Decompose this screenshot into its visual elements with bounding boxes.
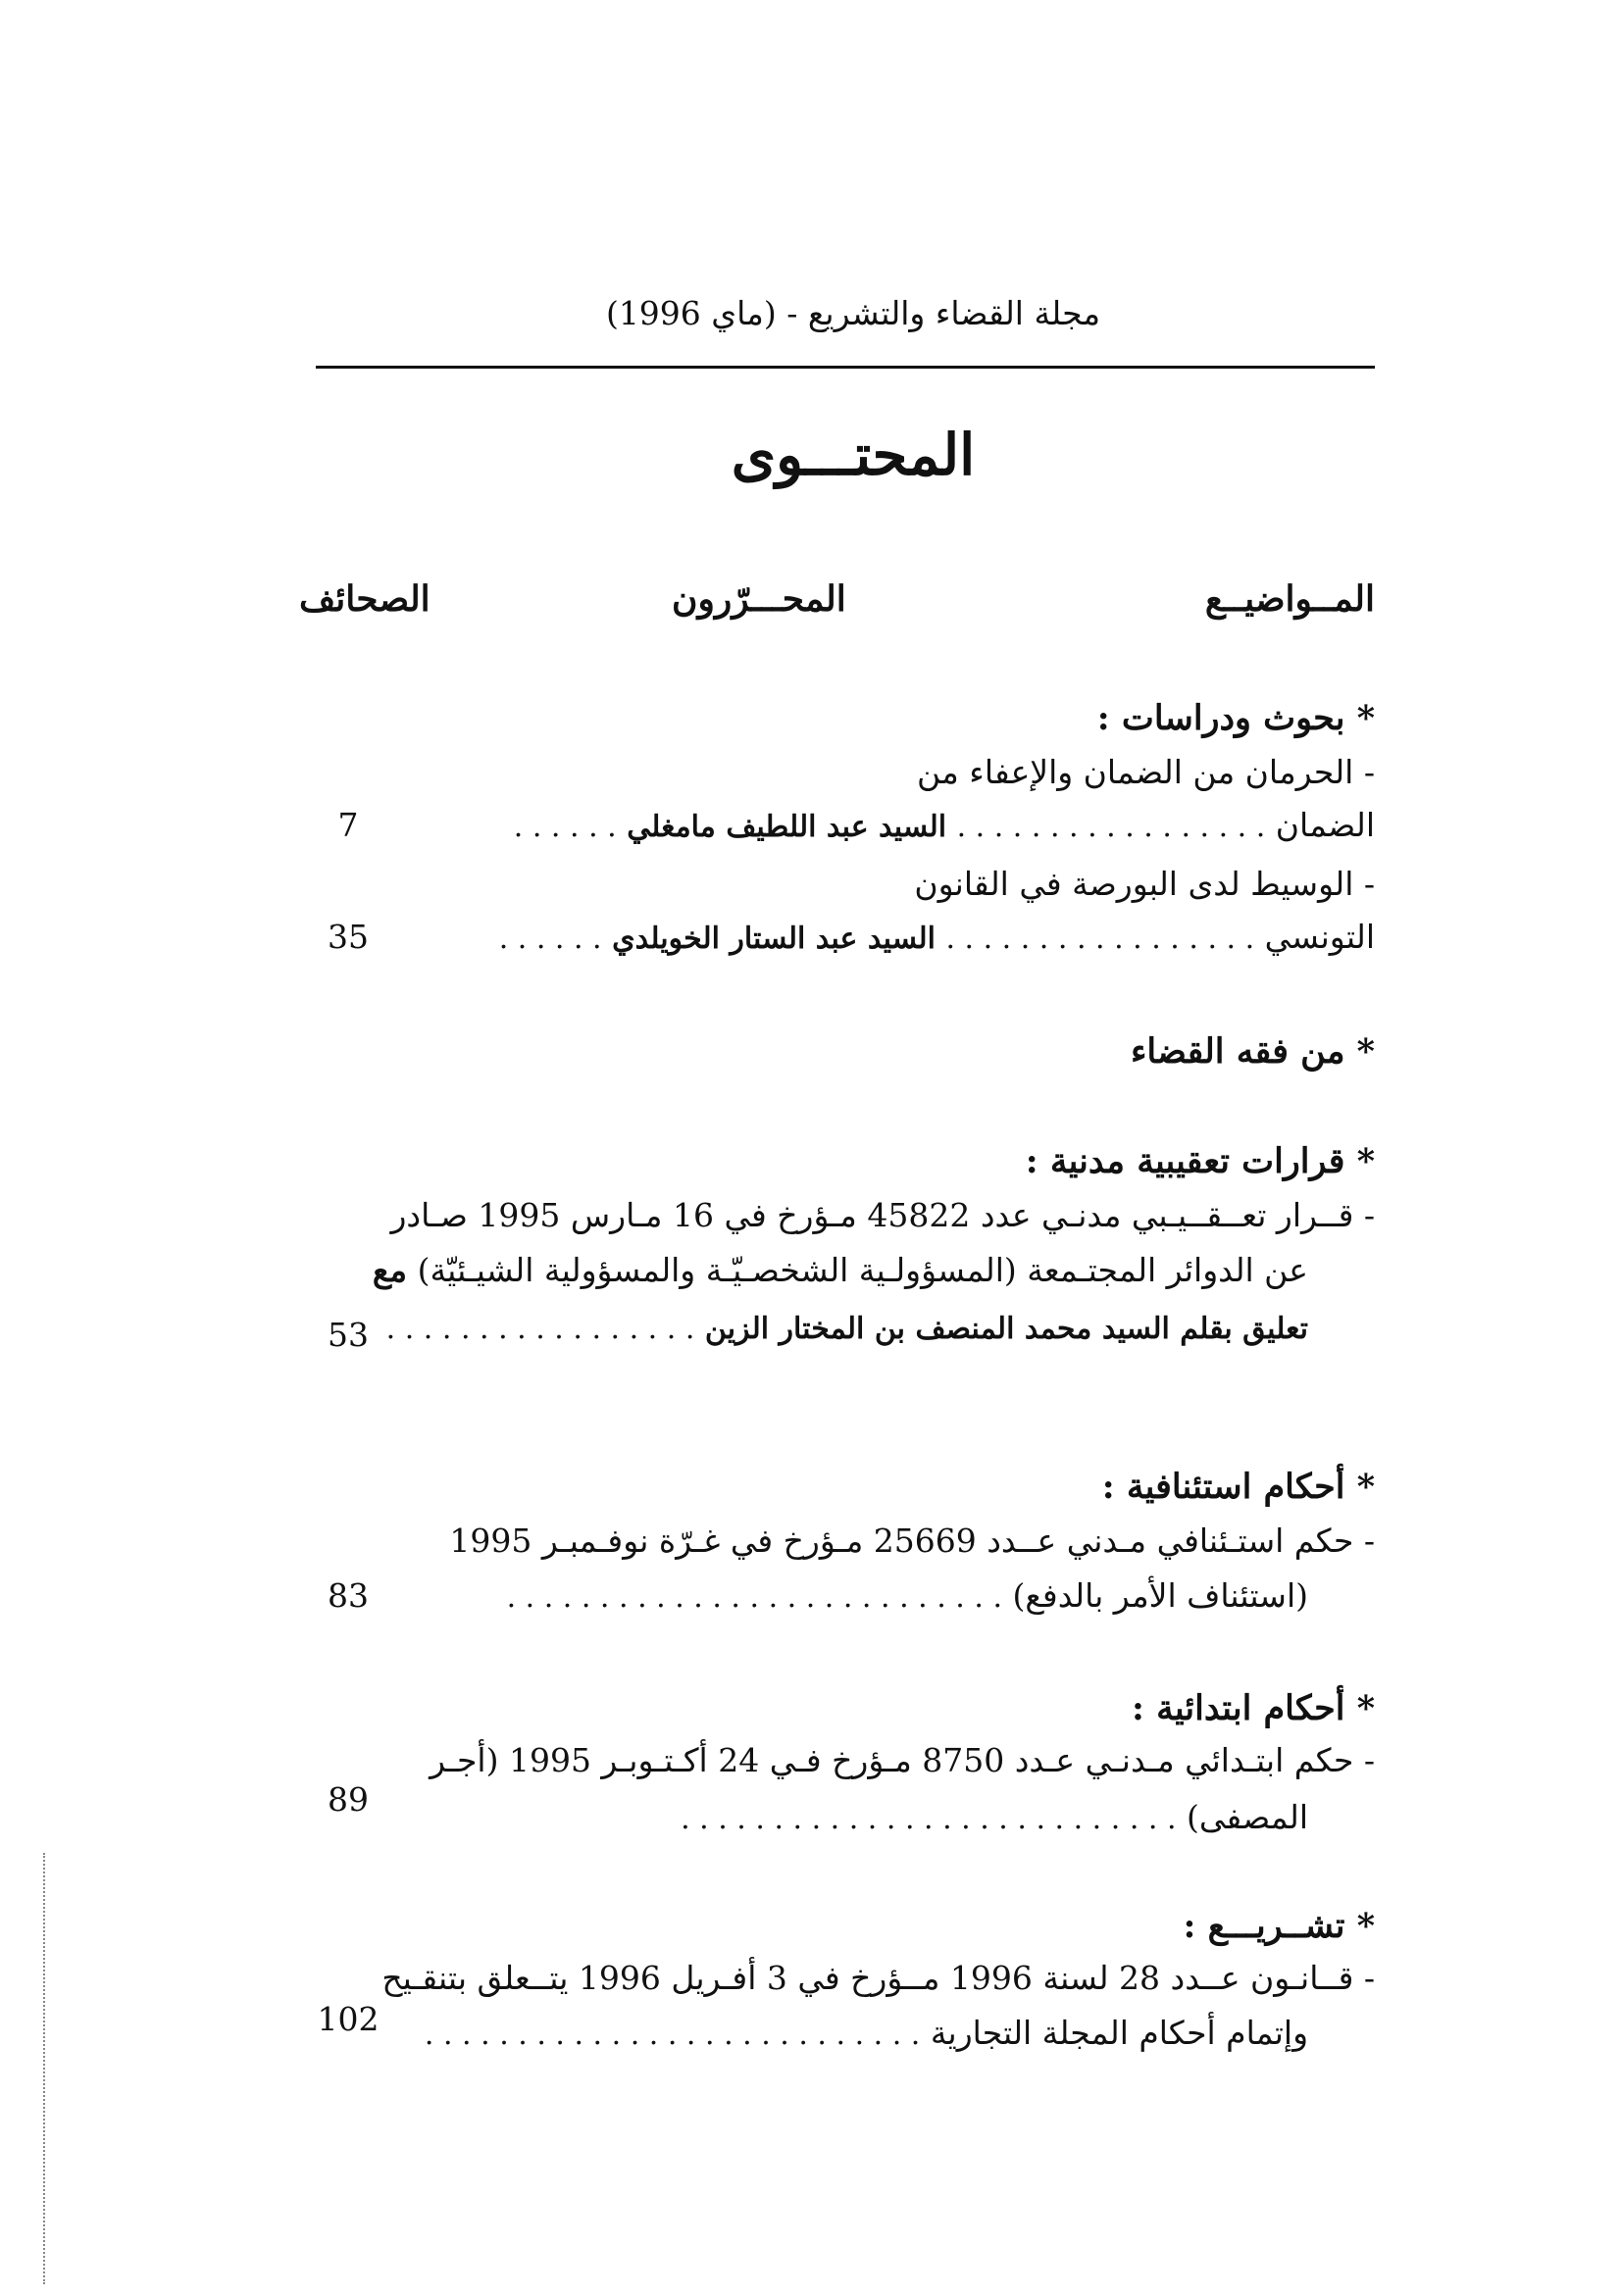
- leader-dots: . . . . . . . . . . . . . . . . . . . . . . . . . . .: [681, 1802, 1177, 1836]
- research-entry2-title-end: التونسي: [1264, 918, 1375, 956]
- research-entry1-title-end: الضمان: [1275, 806, 1375, 844]
- first-instance-line2: [681, 1798, 1308, 1836]
- appeal-line2-text: (استئناف الأمر بالدفع): [1012, 1576, 1308, 1615]
- research-entry1-line1: - الحرمان من الضمان والإعفاء من: [917, 753, 1375, 791]
- research-entry2-line1: - الوسيط لدى البورصة في القانون: [914, 865, 1375, 903]
- research-entry2-author: السيد عبد الستار الخويلدي: [612, 922, 936, 956]
- leader-dots: . . . . . . . . . . . . . . . . . . . . . . . . . . .: [506, 1580, 1002, 1615]
- section-research-heading: * بحوث ودراسات :: [1096, 698, 1375, 738]
- leader-dots: . . . . . . . . . . . . . . . . .: [385, 1312, 695, 1346]
- leader-dots: . . . . . . . . . . . . . . . . . . . . . . . . . . .: [424, 2018, 921, 2052]
- legislation-line2-text: وإتمام أحكام المجلة التجارية: [930, 2014, 1308, 2052]
- first-instance-page: 89: [328, 1780, 369, 1819]
- cassation-line2-bold: مع: [372, 1251, 408, 1289]
- leader-dots: . . . . . . . . . . . . . . . . .: [956, 810, 1266, 844]
- cassation-line2-text: عن الدوائر المجتـمعة (المسؤولـية الشخصـيّـة والمسؤولية الشيـئيّة): [417, 1251, 1308, 1289]
- section-jurisprudence-heading: * من فقه القضاء: [1130, 1031, 1375, 1072]
- legislation-line1: - قــانـون عــدد 28 لسنة 1996 مــؤرخ في 3 أفـريل 1996 يتــعلق بتنقـيح: [381, 1959, 1375, 1997]
- cassation-line2: [373, 1251, 1308, 1289]
- research-entry1-page: 7: [337, 806, 359, 844]
- cassation-page: 53: [328, 1316, 369, 1354]
- section-first-instance-heading: * أحكام ابتدائية :: [1132, 1688, 1375, 1728]
- research-entry2-line2: [499, 918, 1375, 956]
- section-appeal-heading: * أحكام استئنافية :: [1101, 1467, 1375, 1507]
- page-title: المحتـــوى: [731, 422, 976, 488]
- legislation-line2: [425, 2014, 1308, 2052]
- cassation-line1: - قــرار تعــقــيـبي مدنـي عدد 45822 مـؤرخ في 16 مـارس 1995 صـادر: [390, 1196, 1375, 1234]
- first-instance-line1: - حكم ابتـدائي مـدنـي عـدد 8750 مـؤرخ فـي 24 أكـتـوبـر 1995 (أجـر: [430, 1741, 1375, 1779]
- leader-dots: . . . . . . . . . . . . . . . . .: [945, 922, 1255, 956]
- research-entry1-line2: [514, 806, 1375, 844]
- legislation-page: 102: [317, 2000, 380, 2038]
- leader-dots: . . . . . .: [498, 922, 602, 956]
- cassation-line3: [386, 1308, 1308, 1346]
- scan-margin-marks: [43, 1853, 55, 2284]
- first-instance-line2-text: المصفى): [1187, 1798, 1308, 1836]
- journal-header: مجلة القضاء والتشريع - (ماي 1996): [605, 294, 1101, 332]
- appeal-line2: [507, 1576, 1308, 1615]
- column-editors: المحـــرّرون: [672, 578, 846, 620]
- section-legislation-heading: * تشــريـــع :: [1183, 1906, 1375, 1946]
- section-cassation-heading: * قرارات تعقيبية مدنية :: [1025, 1141, 1375, 1181]
- column-topics: المــواضيــع: [1204, 578, 1375, 620]
- research-entry1-author: السيد عبد اللطيف مامغلي: [627, 810, 947, 844]
- header-rule: [316, 366, 1375, 369]
- appeal-page: 83: [328, 1576, 369, 1615]
- leader-dots: . . . . . .: [513, 810, 617, 844]
- cassation-commentary: تعليق بقلم السيد محمد المنصف بن المختار الزين: [704, 1312, 1308, 1346]
- column-pages: الصحائف: [299, 578, 430, 620]
- research-entry2-page: 35: [328, 918, 369, 956]
- appeal-line1: - حكم استـئنافي مـدني عــدد 25669 مـؤرخ في غـرّة نوفـمبـر 1995: [449, 1522, 1375, 1560]
